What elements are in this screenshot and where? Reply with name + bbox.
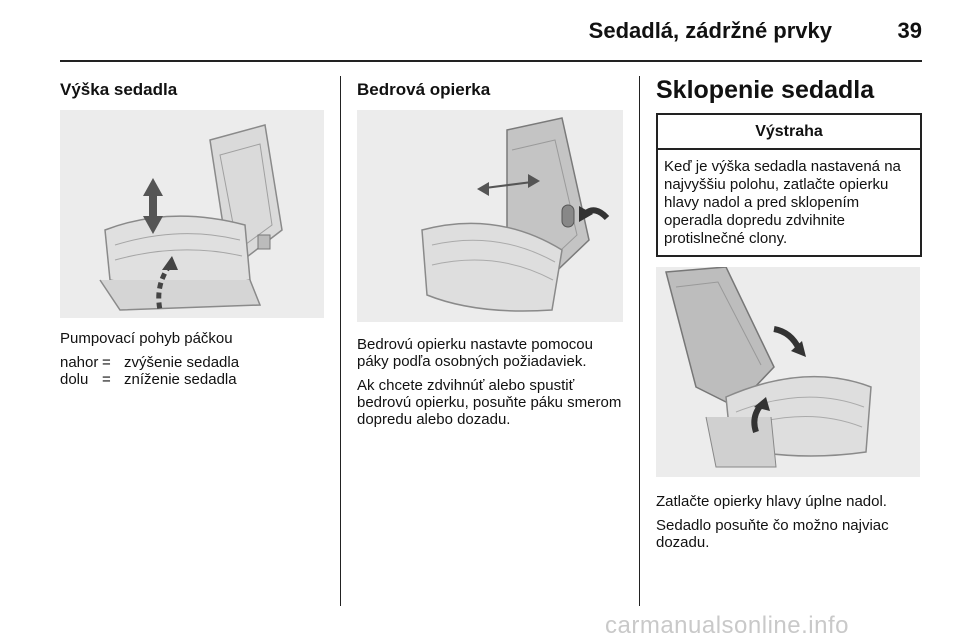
section-heading-seat-height: Výška sedadla [60,80,178,99]
definition-separator: = [102,371,111,388]
page-header-title: Sedadlá, zádržné prvky [588,18,832,43]
header-rule [60,60,922,62]
column-divider-2 [639,76,640,606]
definition-description: zvýšenie sedadla [124,354,240,371]
lumbar-paragraph-1: Bedrovú opierku nastavte pomocou páky podľa osobných požiadaviek. [357,336,593,370]
warning-body: Keď je výška sedadla nastavená na najvyššiu polohu, zatlačte opierku hlavy nadol a pred sklopením operadla dopredu zdvihnite protislnečné clony. [664,158,901,247]
section-heading-seat-folding: Sklopenie sedadla [656,76,875,104]
warning-title: Výstraha [658,115,920,150]
seat-folding-illustration [656,267,920,477]
lumbar-support-illustration [357,110,623,322]
column-seat-folding [656,76,920,558]
definition-term: dolu [60,371,89,388]
definition-description: zníženie sedadla [124,371,237,388]
folding-paragraph-1: Zatlačte opierky hlavy úplne nadol. [656,493,887,510]
page-number: 39 [897,18,922,43]
seat-height-definitions [60,354,324,388]
definition-separator: = [102,354,111,371]
folding-paragraph-2: Sedadlo posuňte čo možno najviac dozadu. [656,517,889,551]
column-lumbar-support [357,76,623,435]
seat-height-caption: Pumpovací pohyb páčkou [60,330,233,347]
column-divider-1 [340,76,341,606]
definition-term: nahor [60,354,99,371]
seat-height-illustration [60,110,324,318]
watermark-text: carmanualsonline.info [605,612,849,639]
section-heading-lumbar-support: Bedrová opierka [357,80,491,99]
definition-row [60,354,324,371]
column-seat-height [60,76,324,388]
lumbar-paragraph-2: Ak chcete zdvihnúť alebo spustiť bedrovú opierku, posuňte páku smerom dopredu alebo dozadu. [357,377,622,428]
definition-row [60,371,324,388]
warning-box [656,113,922,257]
